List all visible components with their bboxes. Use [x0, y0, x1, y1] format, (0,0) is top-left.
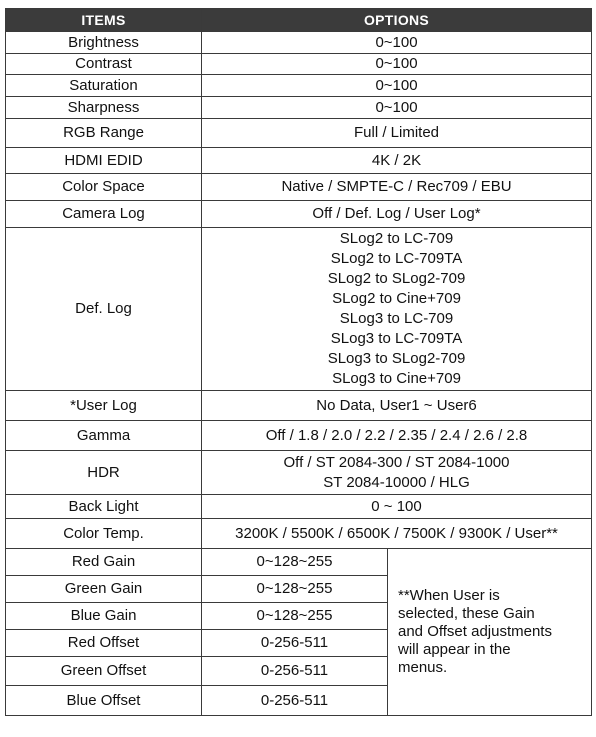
table-row: [6, 519, 592, 549]
option-value: 0-256-511: [202, 686, 388, 716]
table-row: [6, 549, 592, 576]
table-row-hdr: [6, 451, 592, 495]
option-value: 0 ~ 100: [202, 495, 592, 519]
item-label: Sharpness: [6, 97, 202, 119]
option-value: No Data, User1 ~ User6: [202, 391, 592, 421]
option-value: 0~100: [202, 97, 592, 119]
table-row: [6, 32, 592, 54]
table-row: [6, 54, 592, 75]
table-row: [6, 75, 592, 97]
option-value: 0~128~255: [202, 549, 388, 576]
table-header-row: [6, 9, 592, 32]
item-label: Green Gain: [6, 576, 202, 603]
item-label: Blue Gain: [6, 603, 202, 630]
item-label: HDR: [6, 451, 202, 495]
option-value: Off / Def. Log / User Log*: [202, 201, 592, 228]
table-row: [6, 201, 592, 228]
option-line: Off / ST 2084-300 / ST 2084-1000: [283, 453, 510, 471]
item-label: Red Gain: [6, 549, 202, 576]
header-items: ITEMS: [6, 9, 202, 32]
item-label: HDMI EDID: [6, 148, 202, 174]
option-value: Off / 1.8 / 2.0 / 2.2 / 2.35 / 2.4 / 2.6 / 2.8: [202, 421, 592, 451]
option-value: 0~128~255: [202, 576, 388, 603]
option-line: SLog3 to LC-709TA: [330, 330, 463, 347]
option-value: 0~100: [202, 32, 592, 54]
table-row: [6, 391, 592, 421]
item-label: Blue Offset: [6, 686, 202, 716]
table-row: [6, 119, 592, 148]
table-row: [6, 421, 592, 451]
option-value: 0~100: [202, 54, 592, 75]
option-line: SLog2 to LC-709: [339, 230, 454, 247]
item-label: Back Light: [6, 495, 202, 519]
option-value: 0-256-511: [202, 630, 388, 657]
option-line: ST 2084-10000 / HLG: [323, 473, 470, 491]
option-line: SLog2 to SLog2-709: [327, 270, 466, 287]
hdr-options: [202, 451, 592, 495]
settings-options-table: [5, 8, 592, 716]
item-label: Camera Log: [6, 201, 202, 228]
option-value: 0~128~255: [202, 603, 388, 630]
item-label: Brightness: [6, 32, 202, 54]
item-label: Def. Log: [6, 228, 202, 391]
option-line: SLog3 to SLog2-709: [327, 350, 466, 367]
item-label: Contrast: [6, 54, 202, 75]
option-value: 0-256-511: [202, 657, 388, 686]
user-note-text: **When User is selected, these Gain and Offset adjustments will appear in the menus.: [398, 587, 552, 676]
table-row-def-log: [6, 228, 592, 391]
option-line: SLog2 to Cine+709: [332, 290, 461, 307]
item-label: Saturation: [6, 75, 202, 97]
def-log-options: [202, 228, 592, 391]
option-line: SLog3 to Cine+709: [332, 370, 461, 387]
option-value: 0~100: [202, 75, 592, 97]
table-row: [6, 495, 592, 519]
item-label: Color Space: [6, 174, 202, 201]
item-label: Gamma: [6, 421, 202, 451]
header-options: OPTIONS: [202, 9, 592, 32]
option-line: SLog3 to LC-709: [339, 310, 454, 327]
option-value: 3200K / 5500K / 6500K / 7500K / 9300K / User**: [202, 519, 592, 549]
option-value: 4K / 2K: [202, 148, 592, 174]
item-label: Red Offset: [6, 630, 202, 657]
option-line: SLog2 to LC-709TA: [330, 250, 463, 267]
option-value: Native / SMPTE-C / Rec709 / EBU: [202, 174, 592, 201]
item-label: Green Offset: [6, 657, 202, 686]
option-value: Full / Limited: [202, 119, 592, 148]
item-label: RGB Range: [6, 119, 202, 148]
user-note: [388, 549, 592, 716]
table-row: [6, 97, 592, 119]
table-row: [6, 148, 592, 174]
item-label: Color Temp.: [6, 519, 202, 549]
item-label: *User Log: [6, 391, 202, 421]
table-row: [6, 174, 592, 201]
